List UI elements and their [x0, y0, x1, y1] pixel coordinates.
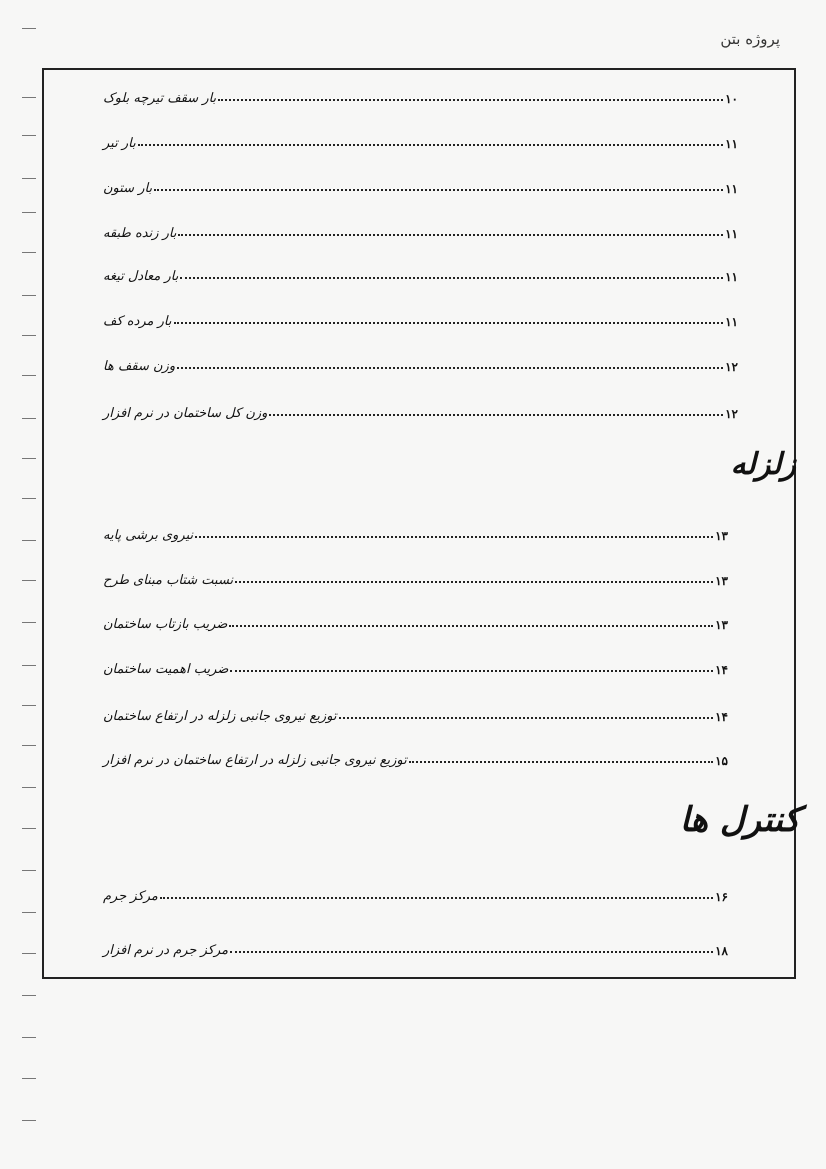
- toc-entry-label: بار سقف تیرچه بلوک: [103, 91, 217, 106]
- binding-mark: [22, 912, 36, 913]
- toc-entry-page: ۱۴: [715, 710, 728, 724]
- binding-mark: [22, 1078, 36, 1079]
- dot-leader: [218, 99, 723, 101]
- toc-entry-label: بار تیر: [103, 136, 136, 151]
- binding-mark: [22, 252, 36, 253]
- toc-entry[interactable]: [100, 258, 738, 284]
- toc-entry-label: مرکز جرم: [103, 889, 158, 904]
- dot-leader: [230, 670, 713, 672]
- binding-mark: [22, 1037, 36, 1038]
- toc-entry-label: ضریب اهمیت ساختمان: [103, 662, 229, 677]
- toc-entry[interactable]: [100, 395, 738, 421]
- binding-mark: [22, 540, 36, 541]
- section-heading-earthquake: زلزله: [730, 447, 796, 482]
- dot-leader: [235, 581, 713, 583]
- toc-entry-page: ۱۴: [715, 663, 728, 677]
- toc-entry-label: توزیع نیروی جانبی زلزله در ارتفاع ساختمان در نرم افزار: [103, 753, 407, 768]
- binding-mark: [22, 97, 36, 98]
- dot-leader: [229, 625, 713, 627]
- toc-entry-page: ۱۳: [715, 574, 728, 588]
- toc-entry-label: بار معادل تیغه: [103, 269, 179, 284]
- binding-mark: [22, 995, 36, 996]
- toc-entry-page: ۱۱: [725, 315, 738, 329]
- binding-mark: [22, 665, 36, 666]
- binding-mark: [22, 580, 36, 581]
- dot-leader: [160, 897, 713, 899]
- toc-entry-page: ۱۸: [715, 944, 728, 958]
- toc-entry[interactable]: [100, 562, 728, 588]
- toc-entry-label: بار زنده طبقه: [103, 226, 177, 241]
- toc-entry[interactable]: [100, 651, 728, 677]
- toc-entry[interactable]: [100, 80, 738, 106]
- dot-leader: [409, 761, 713, 763]
- dot-leader: [154, 189, 723, 191]
- dot-leader: [339, 717, 714, 719]
- binding-mark: [22, 745, 36, 746]
- binding-mark: [22, 178, 36, 179]
- toc-entry-label: ضریب بازتاب ساختمان: [103, 617, 228, 632]
- toc-entry-label: توزیع نیروی جانبی زلزله در ارتفاع ساختمان: [103, 709, 337, 724]
- dot-leader: [230, 951, 713, 953]
- page-header-title: پروژه بتن: [720, 30, 780, 48]
- dot-leader: [178, 234, 723, 236]
- toc-entry-page: ۱۲: [725, 360, 738, 374]
- toc-entry[interactable]: [100, 606, 728, 632]
- toc-entry[interactable]: [100, 878, 728, 904]
- binding-mark: [22, 28, 36, 29]
- toc-entry[interactable]: [100, 698, 728, 724]
- section-heading-controls: کنترل ها: [679, 800, 800, 840]
- toc-entry[interactable]: [100, 517, 728, 543]
- binding-holes: [0, 0, 40, 1169]
- binding-mark: [22, 295, 36, 296]
- toc-entry[interactable]: [100, 125, 738, 151]
- dot-leader: [174, 322, 724, 324]
- toc-entry-page: ۱۱: [725, 137, 738, 151]
- toc-entry[interactable]: [100, 932, 728, 958]
- toc-entry-page: ۱۳: [715, 529, 728, 543]
- binding-mark: [22, 705, 36, 706]
- toc-entry-page: ۱۱: [725, 270, 738, 284]
- toc-entry-label: وزن سقف ها: [103, 359, 176, 374]
- toc-entry-label: مرکز جرم در نرم افزار: [103, 943, 229, 958]
- toc-entry-page: ۱۱: [725, 182, 738, 196]
- binding-mark: [22, 418, 36, 419]
- toc-entry-page: ۱۰: [725, 92, 738, 106]
- binding-mark: [22, 1120, 36, 1121]
- toc-entry-label: وزن کل ساختمان در نرم افزار: [103, 406, 268, 421]
- binding-mark: [22, 953, 36, 954]
- toc-entry-page: ۱۲: [725, 407, 738, 421]
- toc-entry[interactable]: [100, 215, 738, 241]
- binding-mark: [22, 498, 36, 499]
- toc-entry-page: ۱۳: [715, 618, 728, 632]
- binding-mark: [22, 828, 36, 829]
- binding-mark: [22, 375, 36, 376]
- toc-entry[interactable]: [100, 742, 728, 768]
- binding-mark: [22, 135, 36, 136]
- toc-entry-label: بار مرده کف: [103, 314, 172, 329]
- dot-leader: [138, 144, 723, 146]
- toc-entry[interactable]: [100, 348, 738, 374]
- toc-entry-label: بار ستون: [103, 181, 153, 196]
- toc-entry-page: ۱۶: [715, 890, 728, 904]
- dot-leader: [180, 277, 723, 279]
- dot-leader: [177, 367, 723, 369]
- toc-entry-label: نسبت شتاب مبنای طرح: [103, 573, 234, 588]
- binding-mark: [22, 212, 36, 213]
- binding-mark: [22, 458, 36, 459]
- toc-entry-page: ۱۵: [715, 754, 728, 768]
- toc-entry-label: نیروی برشی پایه: [103, 528, 194, 543]
- dot-leader: [195, 536, 713, 538]
- binding-mark: [22, 870, 36, 871]
- toc-entry-page: ۱۱: [725, 227, 738, 241]
- binding-mark: [22, 787, 36, 788]
- dot-leader: [269, 414, 723, 416]
- binding-mark: [22, 335, 36, 336]
- toc-entry[interactable]: [100, 170, 738, 196]
- toc-entry[interactable]: [100, 303, 738, 329]
- binding-mark: [22, 622, 36, 623]
